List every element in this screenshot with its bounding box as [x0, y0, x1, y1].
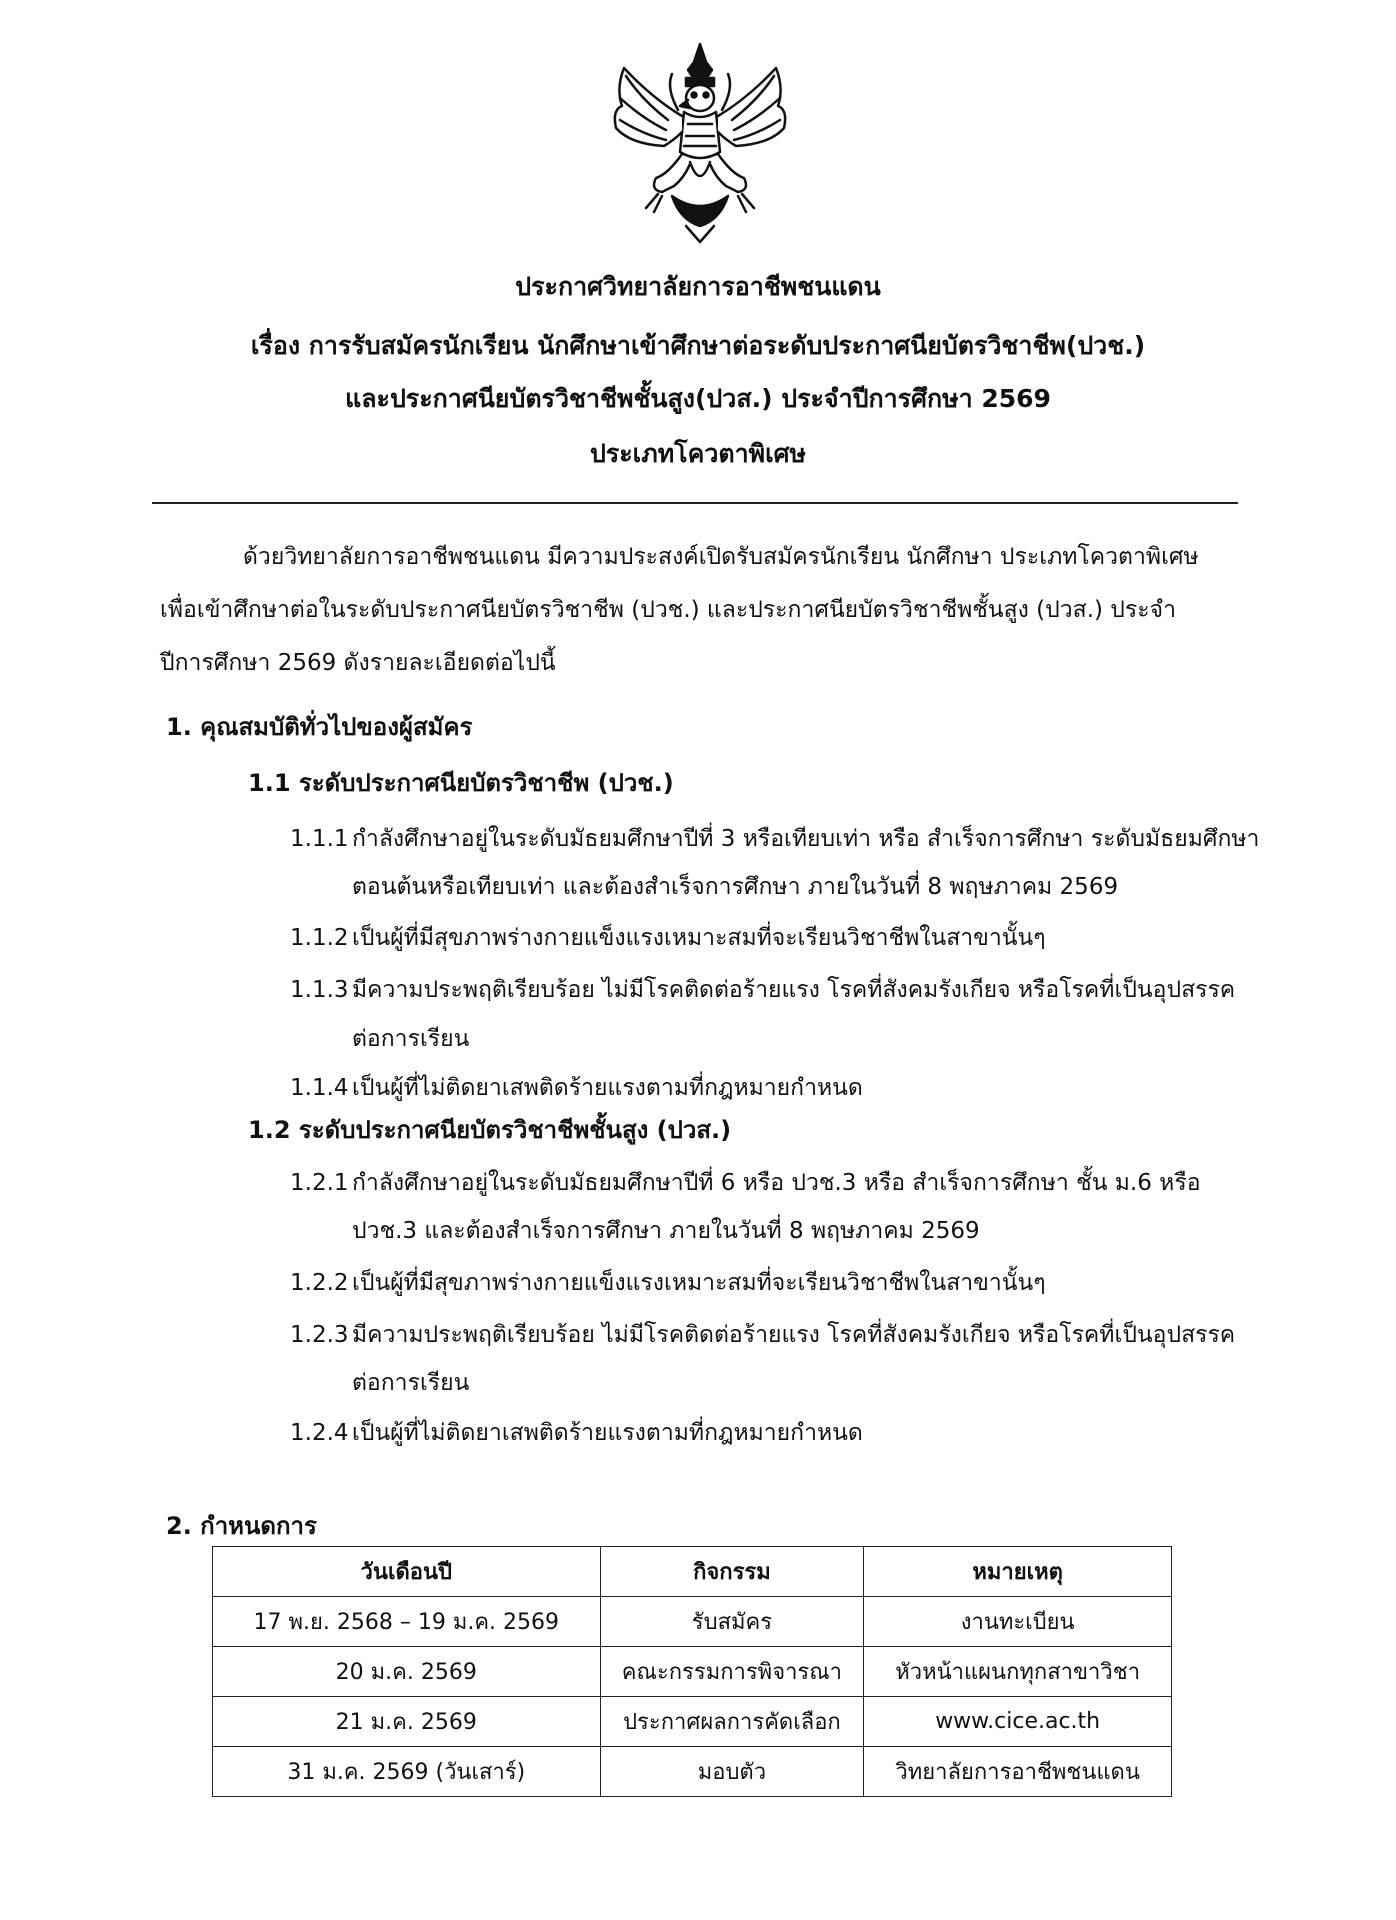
- table-row: [213, 1647, 1172, 1697]
- announcement-category: ประเภทโควตาพิเศษ: [589, 439, 807, 468]
- intro-line-2: เพื่อเข้าศึกษาต่อในระดับประกาศนียบัตรวิชาชีพ (ปวช.) และประกาศนียบัตรวิชาชีพชั้นสูง (ปวส.) ประจำ: [160, 597, 1176, 623]
- date-cell: 21 ม.ค. 2569: [213, 1697, 601, 1747]
- section-1-2-heading: 1.2 ระดับประกาศนียบัตรวิชาชีพชั้นสูง (ปวส.): [248, 1116, 732, 1144]
- item-text: กำลังศึกษาอยู่ในระดับมัธยมศึกษาปีที่ 3 หรือเทียบเท่า หรือ สำเร็จการศึกษา ระดับมัธยมศึกษา: [352, 826, 1260, 852]
- title-divider: [152, 502, 1238, 504]
- item-number: 1.2.1: [290, 1170, 349, 1196]
- announcement-subject-line2: และประกาศนียบัตรวิชาชีพชั้นสูง(ปวส.) ประจำปีการศึกษา 2569: [345, 384, 1051, 413]
- item-number: 1.2.2: [290, 1270, 349, 1296]
- item-number: 1.1.4: [290, 1075, 349, 1101]
- item-number: 1.1.1: [290, 826, 349, 852]
- item-text: มีความประพฤติเรียบร้อย ไม่มีโรคติดต่อร้ายแรง โรคที่สังคมรังเกียจ หรือโรคที่เป็นอุปสรรค: [352, 977, 1236, 1003]
- note-cell: หัวหน้าแผนกทุกสาขาวิชา: [864, 1647, 1172, 1697]
- item-text: เป็นผู้ที่มีสุขภาพร่างกายแข็งแรงเหมาะสมที่จะเรียนวิชาชีพในสาขานั้นๆ: [352, 1270, 1046, 1296]
- item-text-continued: ต่อการเรียน: [352, 1370, 470, 1396]
- item-number: 1.2.3: [290, 1322, 349, 1348]
- intro-line-1: ด้วยวิทยาลัยการอาชีพชนแดน มีความประสงค์เปิดรับสมัครนักเรียน นักศึกษา ประเภทโควตาพิเศษ: [243, 544, 1199, 570]
- garuda-emblem-icon: [602, 40, 798, 246]
- table-row: [213, 1697, 1172, 1747]
- date-cell: 31 ม.ค. 2569 (วันเสาร์): [213, 1747, 601, 1797]
- table-row: [213, 1747, 1172, 1797]
- column-header-date: วันเดือนปี: [213, 1547, 601, 1597]
- item-number: 1.1.2: [290, 925, 349, 951]
- item-number: 1.2.4: [290, 1420, 349, 1446]
- item-text: เป็นผู้ที่ไม่ติดยาเสพติดร้ายแรงตามที่กฎหมายกำหนด: [352, 1075, 863, 1101]
- date-cell: 17 พ.ย. 2568 – 19 ม.ค. 2569: [213, 1597, 601, 1647]
- note-cell: งานทะเบียน: [864, 1597, 1172, 1647]
- item-text-continued: ต่อการเรียน: [352, 1026, 470, 1052]
- intro-line-3: ปีการศึกษา 2569 ดังรายละเอียดต่อไปนี้: [160, 650, 556, 676]
- schedule-table: [212, 1546, 1172, 1797]
- activity-cell: คณะกรรมการพิจารณา: [600, 1647, 864, 1697]
- item-text-continued: ปวช.3 และต้องสำเร็จการศึกษา ภายในวันที่ 8 พฤษภาคม 2569: [352, 1218, 980, 1244]
- item-text: เป็นผู้ที่มีสุขภาพร่างกายแข็งแรงเหมาะสมที่จะเรียนวิชาชีพในสาขานั้นๆ: [352, 925, 1046, 951]
- date-cell: 20 ม.ค. 2569: [213, 1647, 601, 1697]
- item-number: 1.1.3: [290, 977, 349, 1003]
- item-text-continued: ตอนต้นหรือเทียบเท่า และต้องสำเร็จการศึกษา ภายในวันที่ 8 พฤษภาคม 2569: [352, 874, 1119, 900]
- column-header-activity: กิจกรรม: [600, 1547, 864, 1597]
- activity-cell: ประกาศผลการคัดเลือก: [600, 1697, 864, 1747]
- activity-cell: รับสมัคร: [600, 1597, 864, 1647]
- item-text: มีความประพฤติเรียบร้อย ไม่มีโรคติดต่อร้ายแรง โรคที่สังคมรังเกียจ หรือโรคที่เป็นอุปสรรค: [352, 1322, 1236, 1348]
- item-text: กำลังศึกษาอยู่ในระดับมัธยมศึกษาปีที่ 6 หรือ ปวช.3 หรือ สำเร็จการศึกษา ชั้น ม.6 หรือ: [352, 1170, 1201, 1196]
- note-cell: วิทยาลัยการอาชีพชนแดน: [864, 1747, 1172, 1797]
- section-1-heading: 1. คุณสมบัติทั่วไปของผู้สมัคร: [166, 713, 473, 741]
- item-text: เป็นผู้ที่ไม่ติดยาเสพติดร้ายแรงตามที่กฎหมายกำหนด: [352, 1420, 863, 1446]
- table-header-row: [213, 1547, 1172, 1597]
- section-1-1-heading: 1.1 ระดับประกาศนียบัตรวิชาชีพ (ปวช.): [248, 769, 674, 797]
- section-2-heading: 2. กำหนดการ: [166, 1512, 317, 1540]
- announcement-subject: เรื่อง การรับสมัครนักเรียน นักศึกษาเข้าศึกษาต่อระดับประกาศนียบัตรวิชาชีพ(ปวช.): [250, 331, 1146, 360]
- column-header-note: หมายเหตุ: [864, 1547, 1172, 1597]
- activity-cell: มอบตัว: [600, 1747, 864, 1797]
- note-cell: www.cice.ac.th: [864, 1697, 1172, 1747]
- table-row: [213, 1597, 1172, 1647]
- announcement-title: ประกาศวิทยาลัยการอาชีพชนแดน: [515, 272, 881, 301]
